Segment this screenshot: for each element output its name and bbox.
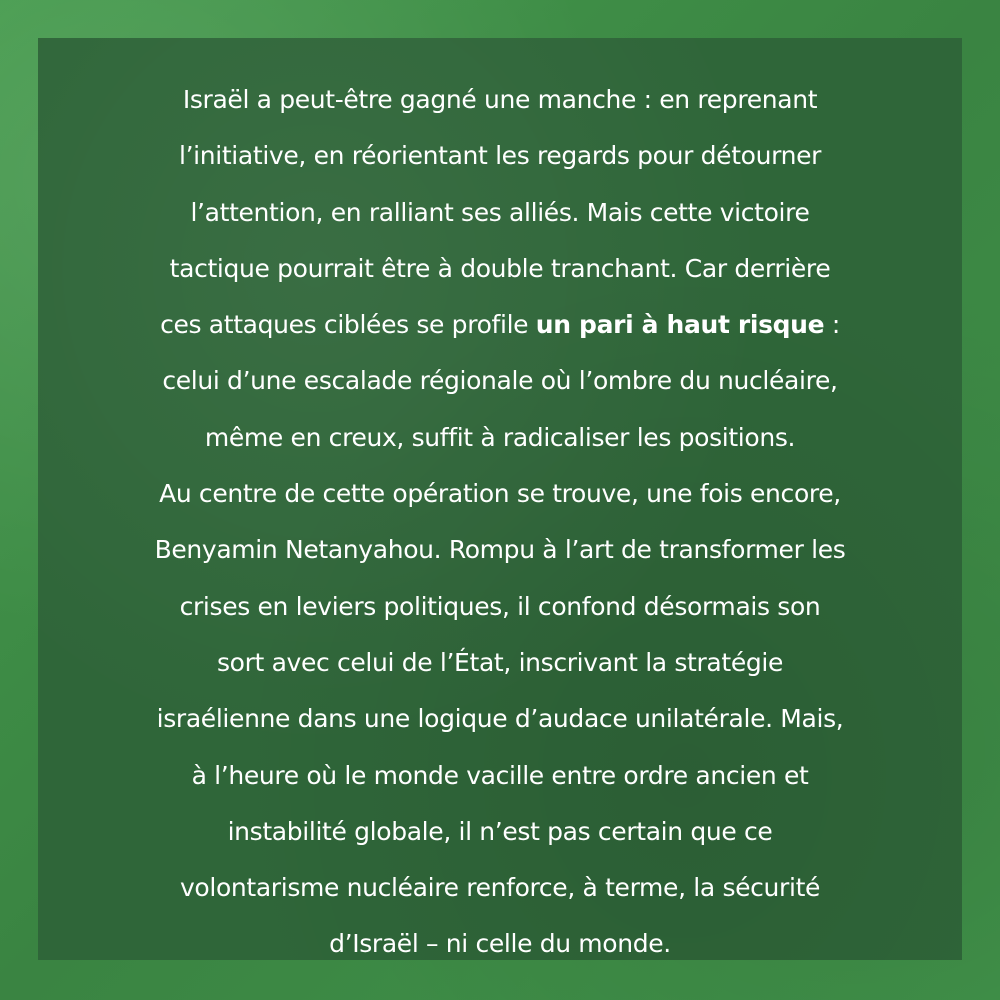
text-line-9: Benyamin Netanyahou. Rompu à l’art de transformer les [154,535,846,565]
text-line-11: sort avec celui de l’État, inscrivant la stratégie [216,647,784,677]
text-line-2: l’initiative, en réorientant les regards pour détourner [178,141,822,171]
text-line-5 [38,297,962,353]
text-line-7: même en creux, suffit à radicaliser les positions. [204,422,796,452]
text-line-4: tactique pourrait être à double tranchant. Car derrière [169,253,831,283]
text-line-8: Au centre de cette opération se trouve, une fois encore, [159,479,841,509]
text-line-13: à l’heure où le monde vacille entre ordre ancien et [191,760,809,790]
text-line-15: volontarisme nucléaire renforce, à terme, la sécurité [179,873,821,903]
text-line-1: Israël a peut-être gagné une manche : en reprenant [182,85,818,114]
text-line-14: instabilité globale, il n’est pas certain que ce [227,816,773,846]
article-excerpt [38,72,962,973]
text-line-5-start: ces attaques ciblées se profile [160,310,536,340]
text-panel [38,38,962,960]
text-line-12: israélienne dans une logique d’audace unilatérale. Mais, [156,704,844,734]
text-line-16: d’Israël – ni celle du monde. [329,929,671,959]
text-line-6: celui d’une escalade régionale où l’ombre du nucléaire, [162,366,838,396]
text-line-5-end: : [824,310,840,340]
text-line-10: crises en leviers politiques, il confond désormais son [179,591,821,621]
text-line-3: l’attention, en ralliant ses alliés. Mais cette victoire [190,197,810,227]
emphasis-phrase: un pari à haut risque [535,310,825,340]
